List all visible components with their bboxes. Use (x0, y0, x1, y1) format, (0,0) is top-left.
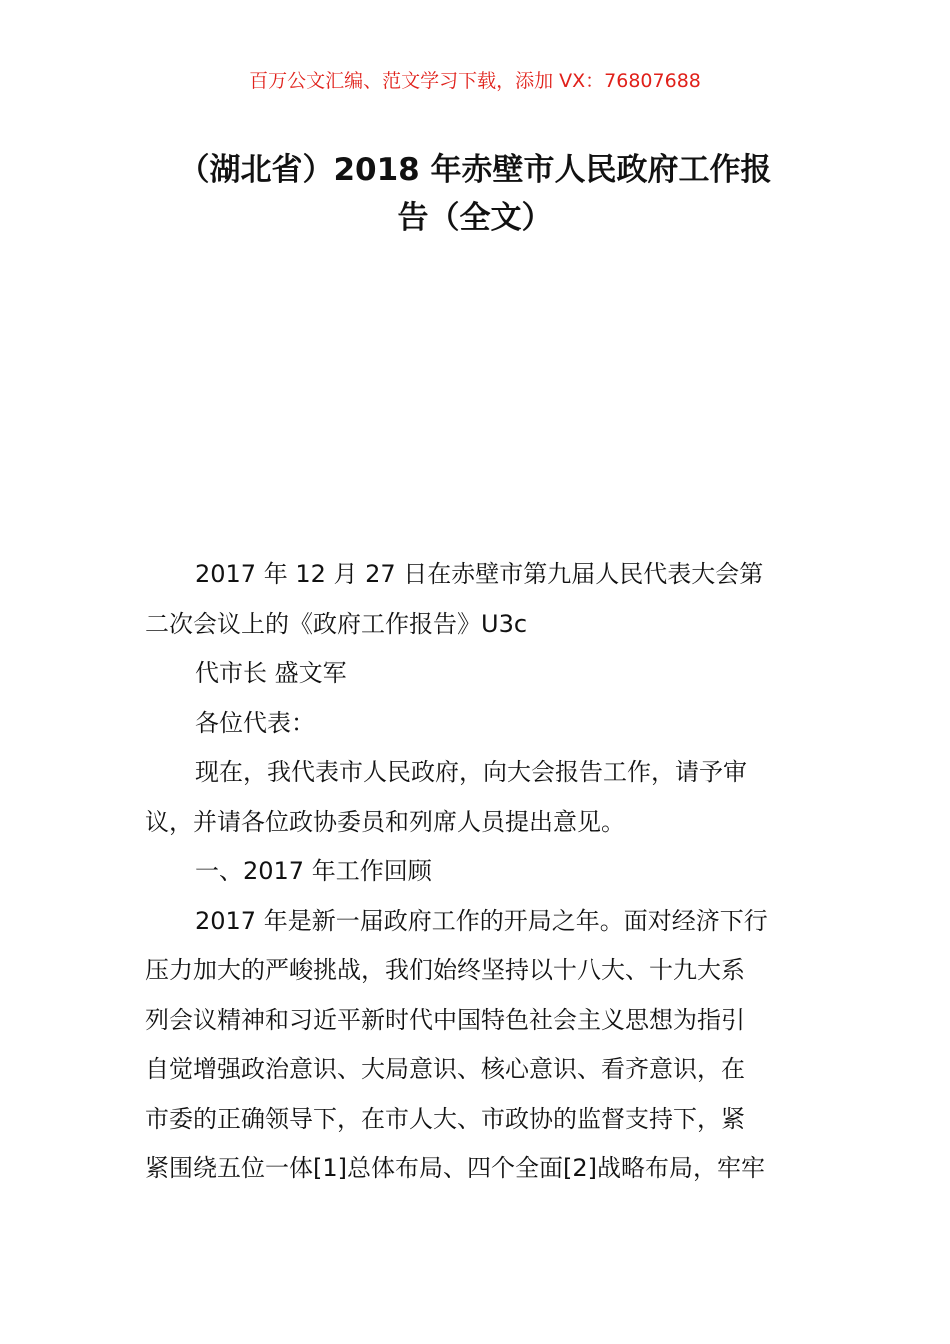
review-paragraph-line-6: 紧围绕五位一体[1]总体布局、四个全面[2]战略布局，牢牢 (145, 1154, 765, 1182)
opening-paragraph-line-2: 议，并请各位政协委员和列席人员提出意见。 (145, 807, 625, 836)
opening-paragraph-line-1: 现在，我代表市人民政府，向大会报告工作，请予审 (195, 758, 747, 786)
review-paragraph-line-1: 2017 年是新一届政府工作的开局之年。面对经济下行 (195, 906, 768, 935)
speaker-line: 代市长 盛文军 (195, 659, 347, 687)
header-watermark-note: 百万公文汇编、范文学习下载，添加 VX：76807688 (249, 70, 701, 92)
salutation-line: 各位代表： (195, 708, 315, 737)
document-body (145, 550, 810, 1194)
review-paragraph-line-4: 自觉增强政治意识、大局意识、核心意识、看齐意识，在 (145, 1055, 745, 1083)
review-paragraph-line-3: 列会议精神和习近平新时代中国特色社会主义思想为指引 (145, 1005, 745, 1034)
intro-paragraph-line-2: 二次会议上的《政府工作报告》U3c (145, 609, 528, 638)
review-paragraph-line-5: 市委的正确领导下，在市人大、市政协的监督支持下，紧 (145, 1104, 745, 1133)
document-title-line-1: （湖北省）2018 年赤壁市人民政府工作报 (178, 152, 772, 188)
document-title-line-2: 告（全文） (397, 200, 553, 236)
section-heading-review: 一、2017 年工作回顾 (195, 857, 432, 885)
intro-paragraph-line-1: 2017 年 12 月 27 日在赤壁市第九届人民代表大会第 (195, 560, 764, 588)
review-paragraph-line-2: 压力加大的严峻挑战，我们始终坚持以十八大、十九大系 (145, 956, 745, 984)
document-title (145, 146, 805, 242)
